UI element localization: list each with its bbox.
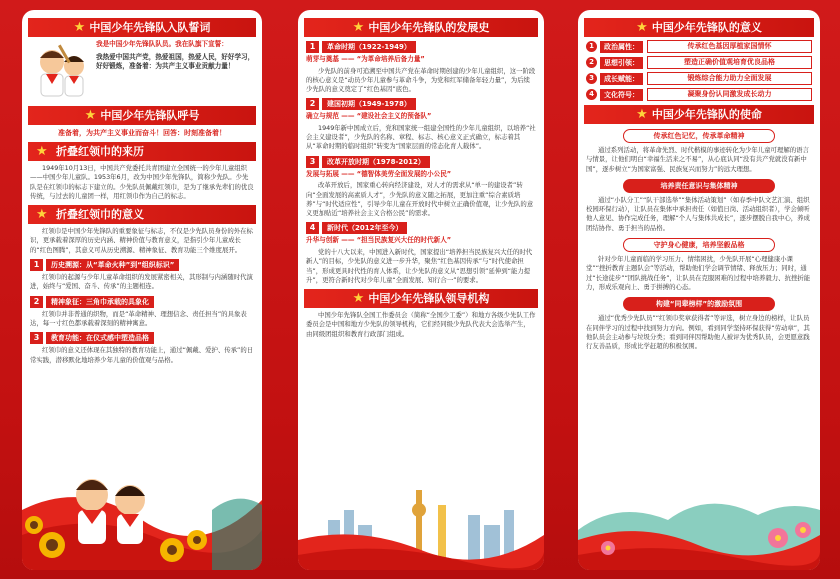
item-text: 红领巾并非普通的织物，而是“革命精神、理想信念、责任担当”的具象表达，每一寸红色都承载着深刻的精神寓意。: [30, 309, 247, 327]
mission-1-text: 通过系列活动，将革命先烈、时代楷模的事迹转化为少年儿童可理解的语言与情景，让他们明白“幸福生活来之不易”，从心底认同“没有共产党就没有新中国”，逐步树立“为国家富强、民族复兴而努力”的远大理想。: [586, 146, 809, 173]
meaning-row-3: [586, 72, 812, 85]
item-title: 历史溯源：从“革命火种”到“组织标识”: [46, 259, 179, 271]
leader-title: 中国少年先锋队领导机构: [368, 292, 490, 306]
section-band-mission: [584, 105, 814, 124]
item-number: 3: [30, 332, 43, 344]
star-icon: ★: [636, 20, 648, 35]
period-subtitle: 发展与拓展 —— “德智体美劳全面发展的小公民”: [306, 169, 452, 178]
oath-block: [22, 40, 262, 102]
period-title: 改革开放时期（1978-2012）: [322, 156, 430, 168]
origin-text: 1949年10月13日，中国共产党委托共青团建立全国统一的少年儿童组织——中国少年儿童队。1953年6月，改为中国少年先锋队，简称少先队。少先队是在红领巾的标志下建立的。少先队员佩戴红领巾，是为了继承先辈们的优良传统，与过去的儿童团一样，用红领巾作为自己的标志。: [30, 164, 254, 200]
mission-3-text: 针对少年儿童面临的学习压力、情绪困扰，少先队开展“心理健康小课堂”“挫折教育主题队会”等活动，帮助他们学会调节情绪、释放压力；同时，通过“长途徒步”“团队挑战任务”，让队员在克服困难的过程中培养毅力、抗挫折能力，形成乐观向上、勇于拼搏的心态。: [586, 255, 811, 291]
meaning-number: 2: [586, 57, 597, 68]
period-2-header: [306, 98, 536, 110]
meaning-key: 思想引领：: [600, 57, 643, 69]
leader-text: 中国少年先锋队全国工作委员会（简称“全国少工委”）和地方各级少先队工作委员会是中国和地方少先队的领导机构，它们经同级少先队代表大会选举产生，由同级团组织和教育行政部门组成。: [306, 311, 536, 338]
mission-3-title: 守护身心健康，培养坚毅品格: [623, 238, 775, 252]
item-text: 红领巾的意义还体现在其独特的教育功能上，通过“佩戴、爱护、传承”的日常实践，潜移默化地培养少年儿童的价值观与品格。: [30, 346, 254, 364]
period-number: 3: [306, 156, 319, 168]
item-text: 红领巾的起源与少年儿童革命组织的发展紧密相关，其形制与内涵随时代演进，始终与“爱国、奋斗、传承”的主题相连。: [30, 273, 253, 291]
meaning-row-4: [586, 88, 812, 101]
item-number: 2: [30, 296, 43, 308]
mission-4-title: 构建“同辈榜样”的激励氛围: [623, 297, 775, 311]
star-icon: ★: [73, 20, 86, 35]
children-saluting-icon: [32, 42, 92, 100]
meaning-key: 文化符号：: [600, 89, 643, 101]
meaning-number: 1: [586, 41, 597, 52]
meaning-key: 政治属性：: [600, 41, 643, 53]
period-number: 4: [306, 222, 319, 234]
period-subtitle: 升华与创新 —— “担当民族复兴大任的时代新人”: [306, 236, 452, 245]
mission-title: 中国少年先锋队的使命: [651, 108, 762, 121]
item-title: 教育功能：在仪式感中塑造品格: [46, 332, 154, 344]
mission-2-text: 通过“小队分工”“队干部选举”“集体活动策划”（如春季中队文艺汇演、组织校园环保行动），让队员在集体中承担责任（如值日岗、活动组织者），学会倾听他人意见、协作完成任务，理解“个人与集体共成长”，逐步摆脱自我中心，养成团结协作、勇于担当的品格。: [586, 195, 810, 232]
meaning-number: 4: [586, 89, 597, 100]
period-1-header: [306, 41, 536, 53]
period-4-header: [306, 222, 536, 234]
star-icon: ★: [36, 144, 48, 159]
period-title: 革命时期（1922-1949）: [322, 41, 416, 53]
section-band-origin: [28, 142, 256, 161]
period-number: 2: [306, 98, 319, 110]
flowers-mountains-illustration: [578, 460, 820, 570]
meaning-value: 传承红色基因厚植家国情怀: [647, 40, 812, 53]
call-title: 中国少年先锋队呼号: [100, 109, 200, 122]
call-text: 准备着，为共产主义事业而奋斗！回答：时刻准备着！: [58, 129, 226, 137]
panel-left: [22, 10, 262, 570]
period-text: 1949年新中国成立后，党和国家统一组建全国性的少年儿童组织，以培养“社会主义建设者”，少先队的名称、章程、标志、核心意义正式确立，标志着其从“革命时期的临时组织”转变为“国家层面的常态化育人载体”。: [306, 123, 536, 151]
oath-title: 中国少年先锋队入队誓词: [89, 21, 211, 34]
period-text: 少先队的前身可追溯至中国共产党在革命时期创建的少年儿童组织，这一阶段的核心意义是“动员少年儿童参与革命斗争，为党和红军储备年轻力量”，为后续少先队的意义奠定了“红色基因”底色。: [306, 66, 536, 94]
star-icon: ★: [36, 207, 48, 223]
meaning-value: 塑造正确价值观培育优良品格: [647, 56, 812, 69]
period-title: 建国初期（1949-1978）: [322, 98, 416, 110]
meaning-number: 3: [586, 73, 597, 84]
period-text: 改革开放后，国家重心转向经济建设，对人才的需求从“单一的建设者”转向“全面发展的高素质人才”，少先队的意义随之拓展，更加注重“综合素质培养”与“时代适应性”，引导少年儿童在开放时代中树立正确价值观，让少先队的意义更加贴近“培养社会主义合格公民”的需求。: [306, 181, 534, 218]
city-skyline-illustration: [298, 480, 544, 570]
period-subtitle: 确立与规范 —— “建设社会主义的预备队”: [306, 112, 432, 121]
period-number: 1: [306, 41, 319, 53]
section-band-history: [304, 18, 538, 37]
meaning-title: 折叠红领巾的意义: [56, 208, 144, 222]
star-icon: ★: [84, 108, 97, 123]
period-3-header: [306, 156, 536, 168]
period-text: 党的十八大以来，中国进入新时代，国家提出“培养担当民族复兴大任的时代新人”的目标，少先队的意义进一步升华，聚焦“红色基因传承”与“时代使命担当”，形成更具时代性的育人体系，让少先队的意义从“思想引领”延伸到“能力提升”，更符合新时代对少年儿童“全面发展、知行合一”的要求。: [306, 247, 533, 284]
meaning-text: 红领巾是中国少年先锋队的重要象征与标志，不仅是少先队员身份的外在标识，更承载着深厚的历史内涵、精神价值与教育意义，是指引少年儿童成长的“红色图腾”，其意义可从历史溯源、精神象征、教育功能三个维度展开。: [30, 227, 253, 254]
panel-right: [578, 10, 820, 570]
section-band-call: [28, 106, 256, 125]
history-title: 中国少年先锋队的发展史: [368, 21, 490, 34]
meaning-key: 成长赋能：: [600, 73, 643, 85]
children-sunflowers-illustration: [22, 440, 262, 570]
mission-2-title: 培养责任意识与集体精神: [623, 179, 775, 193]
meaning-value: 凝聚身份认同激发成长动力: [647, 88, 812, 101]
origin-title: 折叠红领巾的来历: [56, 145, 144, 158]
section-band-meaning: [584, 18, 814, 37]
period-subtitle: 萌芽与奠基 —— “为革命培养后备力量”: [306, 55, 425, 63]
item-1-header: [30, 259, 254, 271]
section-band-meaning: [28, 205, 256, 224]
meaning-row-2: [586, 56, 812, 69]
section-band-leader: [304, 289, 538, 308]
meaning-title: 中国少年先锋队的意义: [651, 21, 762, 34]
item-title: 精神象征：三角巾承载的具象化: [46, 296, 154, 308]
period-title: 新时代（2012年至今）: [322, 222, 407, 234]
section-band-oath: [28, 18, 256, 37]
oath-line-2: 我热爱中国共产党，热爱祖国，热爱人民，好好学习，好好锻炼，准备着：为共产主义事业贡献力量！: [96, 52, 255, 70]
mission-4-text: 通过“优秀少先队员”“红领巾奖章获得者”等评选，树立身边的榜样，让队员在同伴学习的过程中找到努力方向。例如，看到同学坚持环保获得“劳动章”，其他队员会主动参与垃圾分类；看到同伴因帮助他人被评为优秀队员，会更愿意践行友善品质，形成比学赶超的积极氛围。: [586, 314, 810, 351]
panel-middle: [298, 10, 544, 570]
meaning-row-1: [586, 40, 812, 53]
item-2-header: [30, 296, 254, 308]
star-icon: ★: [636, 107, 648, 122]
star-icon: ★: [352, 20, 365, 35]
meaning-value: 锻炼综合能力助力全面发展: [647, 72, 812, 85]
item-number: 1: [30, 259, 43, 271]
star-icon: ★: [352, 291, 365, 307]
mission-1-title: 传承红色记忆，传承革命精神: [623, 129, 775, 143]
oath-line-1: 我是中国少年先锋队队员。我在队旗下宣誓：: [96, 40, 228, 48]
item-3-header: [30, 332, 254, 344]
